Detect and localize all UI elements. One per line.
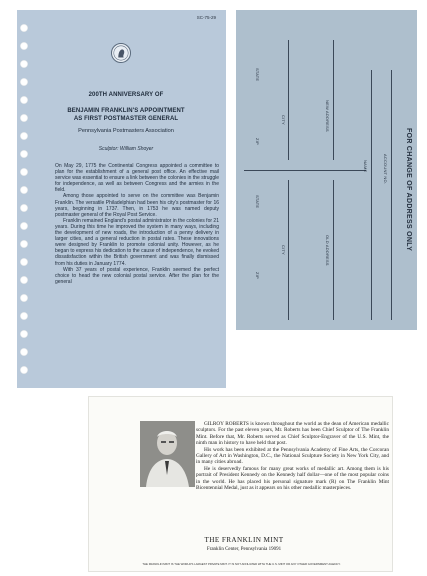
- binder-hole: [20, 240, 28, 248]
- label-city: CITY: [281, 245, 286, 255]
- label-state: STATE: [255, 68, 260, 82]
- binder-holes: [20, 14, 28, 384]
- binder-hole: [20, 366, 28, 374]
- rule-line: [333, 40, 334, 160]
- binder-hole: [20, 168, 28, 176]
- binder-hole: [20, 132, 28, 140]
- association-name: Pennsylvania Postmasters Association: [78, 128, 174, 134]
- paragraph: Franklin remained England's postal administrator in the colonies for 21 years. During this time he improved the system in many ways, including the development of new roads, the introduction of a penny delivery in larger cities, and a general reduction in postal rates. These innovations were designed by Franklin to promote colonial unity. However, as he began to express his dedication to the cause of independence, he evoked dissatisfaction within the British government and was finally dismissed from his duties in January 1774.: [55, 217, 219, 267]
- binder-hole: [20, 222, 28, 230]
- binder-hole: [20, 294, 28, 302]
- label-state: STATE: [255, 195, 260, 209]
- history-text: [55, 163, 219, 285]
- change-of-address-card: [236, 10, 417, 330]
- binder-hole: [20, 330, 28, 338]
- label-name: NAME: [363, 160, 368, 173]
- mint-name: THE FRANKLIN MINT: [204, 536, 284, 544]
- binder-hole: [20, 60, 28, 68]
- binder-hole: [20, 150, 28, 158]
- binder-hole: [20, 312, 28, 320]
- paragraph: On May 29, 1775 the Continental Congress appointed a committee to plan for the establishment of a general post office. An effective mail service was essential to ensure a link between the colonies in the struggle for independence, as well as between Congress and the armies in the field.: [55, 163, 219, 194]
- binder-hole: [20, 42, 28, 50]
- label-account-no: ACCOUNT NO.: [383, 154, 388, 185]
- rule-line: [391, 70, 392, 320]
- rule-line: [371, 70, 372, 320]
- booklet-page: [17, 10, 226, 388]
- binder-hole: [20, 186, 28, 194]
- paragraph: His work has been exhibited at the Pennsylvania Academy of Fine Arts, the Corcoran Gallery of Art in Washington, D.C., the National Sculpture Society in New York City, and in many cities abroad.: [196, 446, 389, 466]
- binder-hole: [20, 24, 28, 32]
- card-title: FOR CHANGE OF ADDRESS ONLY: [405, 128, 412, 252]
- binder-hole: [20, 96, 28, 104]
- headline-line: BENJAMIN FRANKLIN'S APPOINTMENT: [67, 108, 185, 114]
- paragraph: Among those appointed to serve on the committee was Benjamin Franklin. The versatile Philadelphian had been his city's postmaster for 16 years, beginning in 1737. Then, in 1753 he was named deputy postmaster general of the Royal Post Service.: [55, 193, 219, 218]
- label-old-address: OLD ADDRESS: [325, 235, 330, 266]
- binder-hole: [20, 204, 28, 212]
- rule-line: [244, 170, 366, 171]
- rule-line: [333, 180, 334, 320]
- label-new-address: NEW ADDRESS: [325, 100, 330, 132]
- paragraph: With 37 years of postal experience, Franklin seemed the perfect choice to head the new colonial postal service. After the plan for the general: [55, 266, 219, 285]
- label-zip: ZIP: [255, 138, 260, 145]
- rule-line: [288, 180, 289, 320]
- label-zip: ZIP: [255, 272, 260, 279]
- sculptor-bio-card: [88, 396, 393, 572]
- label-city: CITY: [281, 115, 286, 125]
- binder-hole: [20, 348, 28, 356]
- binder-hole: [20, 276, 28, 284]
- photo-spacer: [139, 421, 196, 491]
- catalog-code: SC-75-29: [196, 15, 216, 20]
- headline-appointment: [31, 107, 221, 123]
- paragraph: He is deservedly famous for many great works of medallic art. Among them is his portrait of President Kennedy on the Kennedy half dollar—one of the most popular coins in the world. He has placed his personal signature mark (R) on The Franklin Mint Bicentennial Medal, just as it appears on his other medallic masterpieces.: [196, 465, 389, 492]
- binder-hole: [20, 78, 28, 86]
- rule-line: [288, 40, 289, 160]
- headline-line: AS FIRST POSTMASTER GENERAL: [73, 116, 179, 122]
- headline-anniversary: 200TH ANNIVERSARY OF: [88, 92, 164, 98]
- mint-address: Franklin Center, Pennsylvania 19091: [206, 547, 282, 552]
- paragraph: GILROY ROBERTS is known throughout the world as the dean of American medallic sculptors. For the past eleven years, Mr. Roberts has been Chief Sculptor of The Franklin Mint. Before that, Mr. Roberts served as Chief Sculptor-Engraver of the U.S. Mint, the ninth man in history to have held that post.: [196, 421, 389, 447]
- binder-hole: [20, 114, 28, 122]
- disclaimer: THE FRANKLIN MINT IS THE WORLD'S LARGEST PRIVATE MINT. IT IS NOT AFFILIATED WITH THE U.S. MINT OR ANY OTHER GOVERNMENT AGENCY.: [142, 562, 341, 566]
- binder-hole: [20, 258, 28, 266]
- sculptor-credit: Sculptor: William Shoyer: [98, 146, 154, 152]
- franklin-medallion-icon: [111, 43, 131, 63]
- sculptor-bio-text: [139, 421, 389, 491]
